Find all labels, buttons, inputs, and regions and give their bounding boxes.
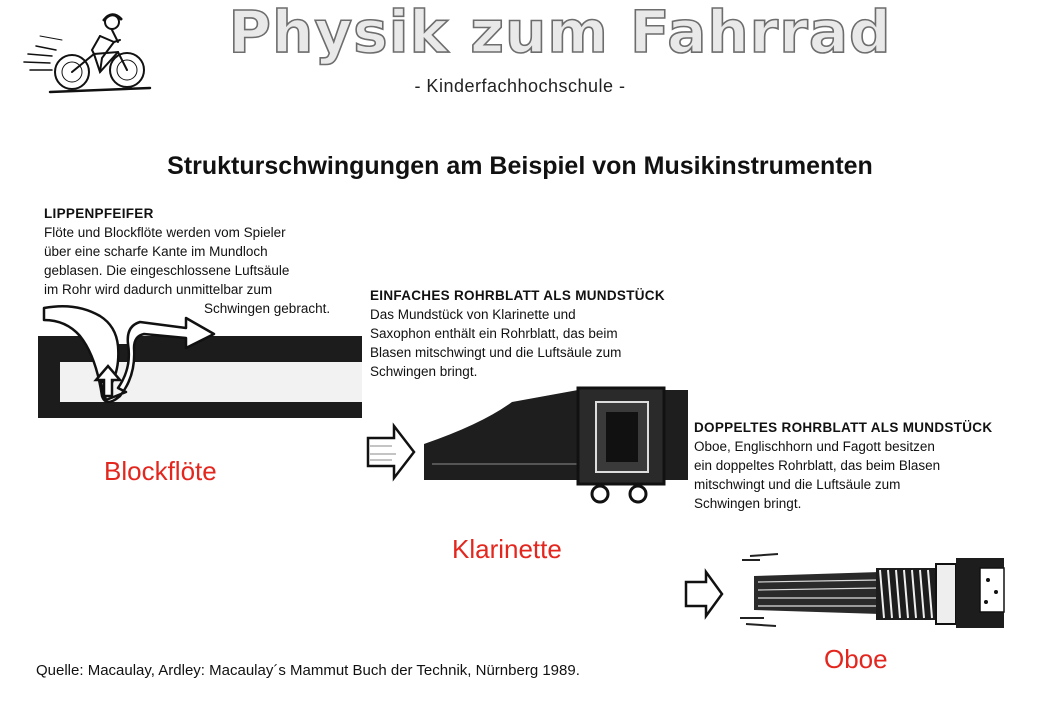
source-citation: Quelle: Macaulay, Ardley: Macaulay´s Mammut Buch der Technik, Nürnberg 1989. <box>36 662 580 679</box>
main-title <box>228 0 892 66</box>
main-title-text: Physik zum Fahrrad <box>228 0 892 66</box>
clarinet-text-block <box>370 286 700 381</box>
recorder-title: LIPPENPFEIFER <box>44 206 154 221</box>
clarinet-line: Das Mundstück von Klarinette und <box>370 307 576 322</box>
subtitle: - Kinderfachhochschule - <box>414 76 626 96</box>
recorder-line: über eine scharfe Kante im Mundloch <box>44 244 268 259</box>
oboe-label: Oboe <box>824 644 888 674</box>
oboe-illustration <box>680 546 1008 632</box>
section-heading: Strukturschwingungen am Beispiel von Musikinstrumenten <box>167 152 873 180</box>
oboe-line: mitschwingt und die Luftsäule zum <box>694 477 901 492</box>
oboe-line: ein doppeltes Rohrblatt, das beim Blasen <box>694 458 941 473</box>
clarinet-title: EINFACHES ROHRBLATT ALS MUNDSTÜCK <box>370 288 665 303</box>
recorder-line: Flöte und Blockflöte werden vom Spieler <box>44 225 286 240</box>
clarinet-line: Schwingen bringt. <box>370 364 478 379</box>
oboe-title: DOPPELTES ROHRBLATT ALS MUNDSTÜCK <box>694 420 993 435</box>
recorder-line: Schwingen gebracht. <box>204 301 331 316</box>
oboe-text-block <box>694 418 1014 513</box>
clarinet-label: Klarinette <box>452 534 562 564</box>
recorder-line: im Rohr wird dadurch unmittelbar zum <box>44 282 273 297</box>
oboe-line: Oboe, Englischhorn und Fagott besitzen <box>694 439 935 454</box>
clarinet-line: Saxophon enthält ein Rohrblatt, das beim <box>370 326 618 341</box>
recorder-illustration <box>36 296 366 426</box>
recorder-label: Blockflöte <box>104 456 217 486</box>
clarinet-illustration <box>362 384 690 512</box>
clarinet-line: Blasen mitschwingt und die Luftsäule zum <box>370 345 622 360</box>
recorder-line: geblasen. Die eingeschlossene Luftsäule <box>44 263 290 278</box>
oboe-line: Schwingen bringt. <box>694 496 802 511</box>
